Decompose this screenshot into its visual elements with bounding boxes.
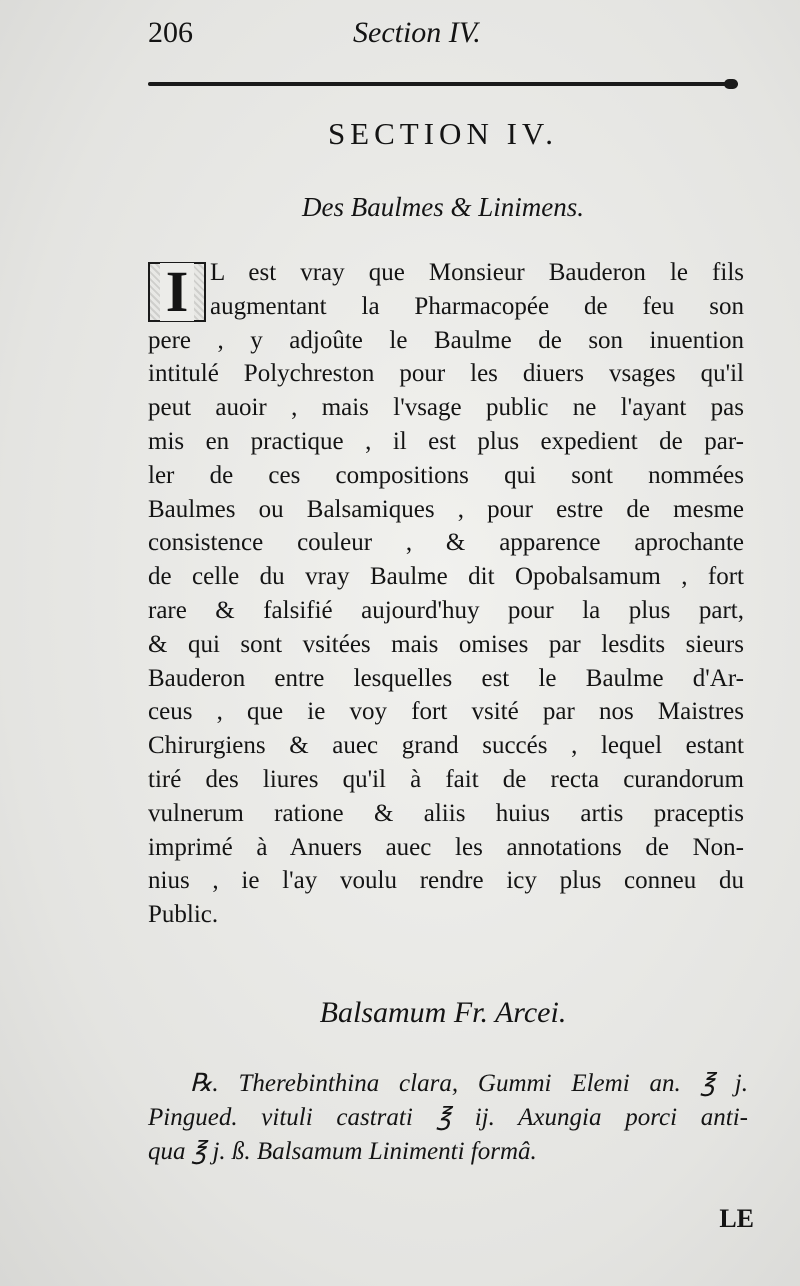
body-line: peut auoir , mais l'vsage public ne l'ayant pas: [148, 394, 744, 422]
page-number: 206: [148, 16, 193, 49]
running-title: Section IV.: [353, 16, 481, 49]
catchword: LE: [719, 1204, 754, 1233]
body-line: Chirurgiens & auec grand succés , lequel estant: [148, 732, 744, 760]
recipe-line: ℞. Therebinthina clara, Gummi Elemi an. ℥ j.: [190, 1070, 748, 1097]
decorated-initial: I: [148, 262, 206, 322]
body-line: & qui sont vsitées mais omises par lesdits sieurs: [148, 630, 744, 658]
body-line: L est vray que Monsieur Bauderon le fils: [210, 259, 744, 286]
body-line: mis en practique , il est plus expedient de par-: [148, 427, 744, 455]
body-line: imprimé à Anuers auec les annotations de Non-: [148, 833, 744, 861]
recipe-text: [148, 1066, 748, 1167]
running-head: [148, 16, 738, 60]
body-line: Baulmes ou Balsamiques , pour estre de mesme: [148, 495, 744, 523]
body-line: Bauderon entre lesquelles est le Baulme d'Ar-: [148, 664, 744, 692]
body-line: ceus , que ie voy fort vsité par nos Maistres: [148, 698, 744, 726]
body-paragraph: [148, 256, 744, 932]
body-line: pere , y adjoûte le Baulme de son inuention: [148, 326, 744, 354]
body-line: vulnerum ratione & aliis huius artis praceptis: [148, 799, 744, 827]
recipe-line: Pingued. vituli castrati ℥ ij. Axungia porci anti-: [148, 1103, 748, 1131]
body-line: nius , ie l'ay voulu rendre icy plus conneu du: [148, 867, 744, 895]
recipe-title: Balsamum Fr. Arcei.: [319, 996, 567, 1029]
body-line: ler de ces compositions qui sont nommées: [148, 461, 744, 489]
body-line: consistence couleur , & apparence aprochante: [148, 529, 744, 557]
recipe-line: qua ℥ j. ß. Balsamum Linimenti formâ.: [148, 1137, 537, 1165]
section-subtitle: Des Baulmes & Linimens.: [302, 192, 584, 222]
body-line: augmentant la Pharmacopée de feu son: [210, 292, 744, 320]
body-line: intitulé Polychreston pour les diuers vsages qu'il: [148, 360, 744, 388]
body-line: rare & falsifié aujourd'huy pour la plus part,: [148, 596, 744, 624]
header-rule: [148, 82, 738, 86]
body-line: Public.: [148, 901, 219, 929]
body-line: de celle du vray Baulme dit Opobalsamum , fort: [148, 563, 744, 591]
section-title: SECTION IV.: [327, 116, 559, 151]
body-line: tiré des liures qu'il à fait de recta curandorum: [148, 765, 744, 793]
